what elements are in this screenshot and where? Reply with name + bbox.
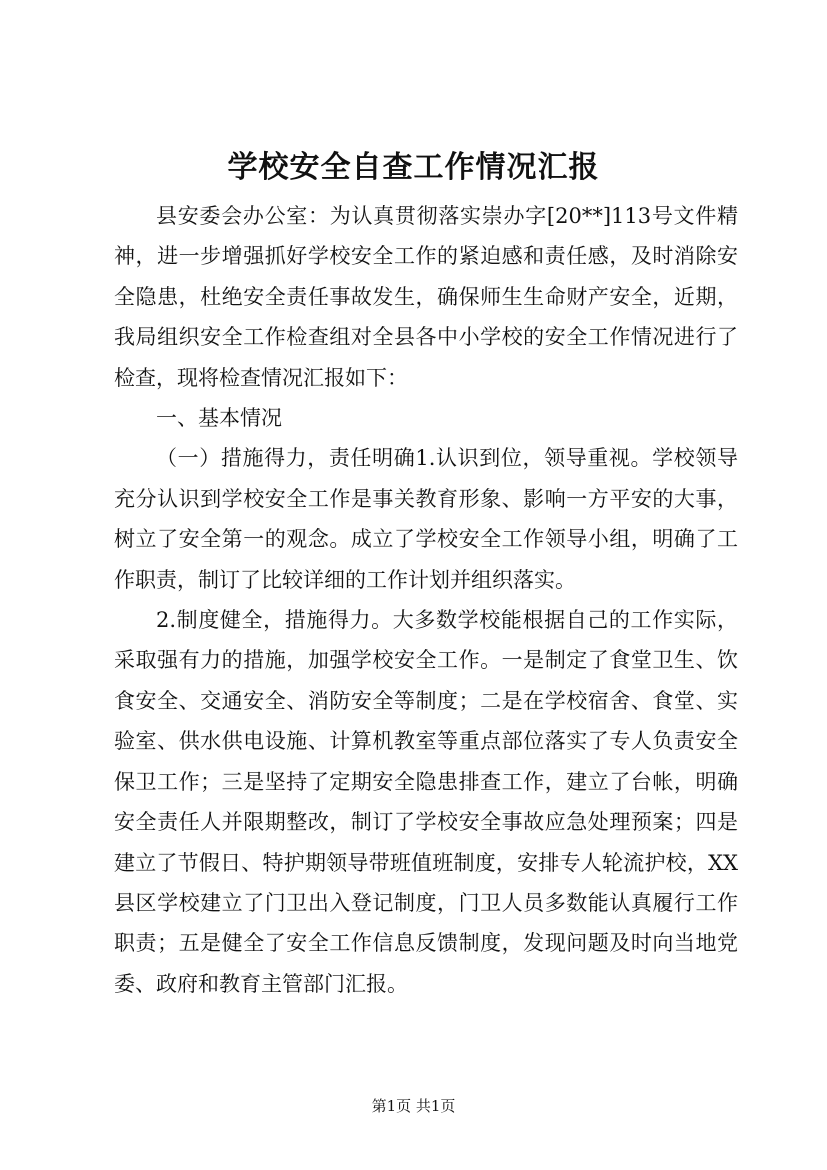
page-footer: 第1页 共1页 [371, 1097, 456, 1115]
section-heading-basic: 一、基本情况 [156, 406, 282, 431]
paragraph-systems: 2.制度健全，措施得力。大多数学校能根据自己的工作实际，采取强有力的措施，加强学校安全工作。一是制定了食堂卫生、饮食安全、交通安全、消防安全等制度；二是在学校宿舍、食堂、实验室、供水供电设施、计算机教室等重点部位落实了专人负责安全保卫工作；三是坚持了定期安全隐患排查工作，建立了台帐，明确安全责任人并限期整改，制订了学校安全事故应急处理预案；四是建立了节假日、特护期领导带班值班制度，安排专人轮流护校，XX县区学校建立了门卫出入登记制度，门卫人员多数能认真履行工作职责；五是健全了安全工作信息反馈制度，发现问题及时向当地党委、政府和教育主管部门汇报。 [114, 608, 738, 996]
document-body [114, 196, 738, 1004]
paragraph-intro: 县安委会办公室：为认真贯彻落实崇办字[20**]113号文件精神，进一步增强抓好学校安全工作的紧迫感和责任感，及时消除安全隐患，杜绝安全责任事故发生，确保师生生命财产安全，近期，我局组织安全工作检查组对全县各中小学校的安全工作情况进行了检查，现将检查情况汇报如下： [114, 204, 738, 390]
paragraph-measures: （一）措施得力，责任明确1.认识到位，领导重视。学校领导充分认识到学校安全工作是事关教育形象、影响一方平安的大事，树立了安全第一的观念。成立了学校安全工作领导小组，明确了工作职责，制订了比较详细的工作计划并组织落实。 [114, 446, 738, 592]
document-title: 学校安全自查工作情况汇报 [227, 150, 600, 185]
